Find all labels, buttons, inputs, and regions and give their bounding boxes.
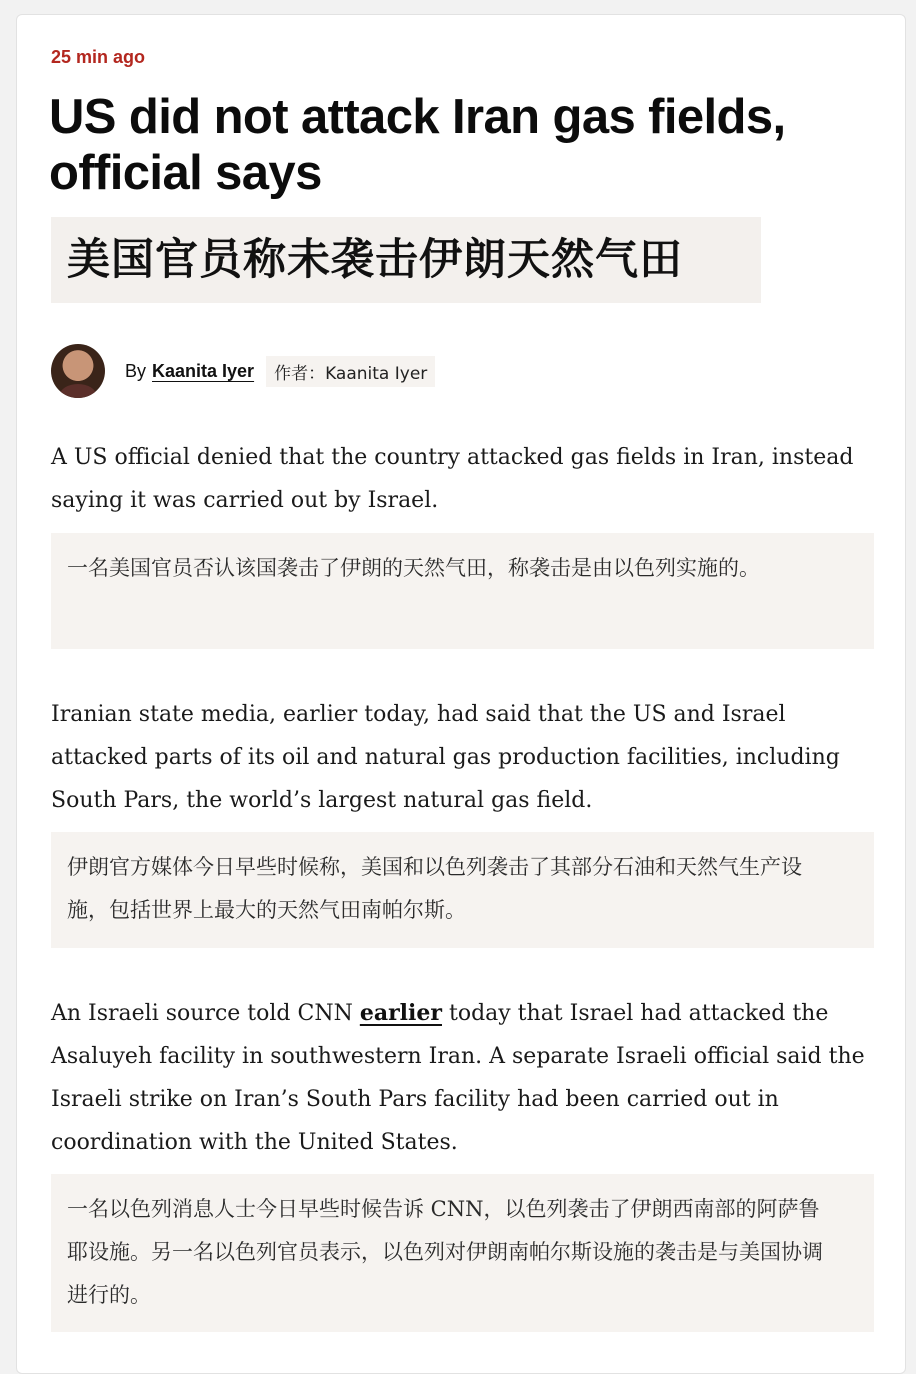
paragraph-3-translation: 一名以色列消息人士今日早些时候告诉 CNN，以色列袭击了伊朗西南部的阿萨鲁耶设施。另一名以色列官员表示，以色列对伊朗南帕尔斯设施的袭击是与美国协调进行的。 [51,1174,874,1332]
headline: US did not attack Iran gas fields, official says [49,90,786,200]
paragraph-3-text-end: today that Israel had attacked the Asaluyeh facility in southwestern Iran. A separate Israeli official said the Israeli strike on Iran’s South Pars facility had been carried out in coordination with the United States. [51,1001,865,1155]
paragraph-3-text-start: An Israeli source told CNN [51,1001,360,1026]
author-link[interactable]: Kaanita Iyer [152,360,255,381]
article-card [16,14,906,1374]
byline [51,343,435,399]
byline-prefix: By [125,360,147,381]
headline-translation: 美国官员称未袭击伊朗天然气田 [51,217,761,303]
paragraph-2: Iranian state media, earlier today, had said that the US and Israel attacked parts of its oil and natural gas production facilities, including South Pars, the world’s largest natural gas field. [51,702,840,813]
avatar-shoulders [60,384,96,398]
byline-translation: 作者：Kaanita Iyer [266,356,435,387]
timestamp: 25 min ago [51,47,146,67]
earlier-link[interactable]: earlier [359,1000,442,1026]
paragraph-1: A US official denied that the country attacked gas fields in Iran, instead saying it was carried out by Israel. [51,445,854,513]
paragraph-1-translation: 一名美国官员否认该国袭击了伊朗的天然气田，称袭击是由以色列实施的。 [51,533,874,649]
paragraph-3 [51,992,881,1164]
paragraph-2-translation: 伊朗官方媒体今日早些时候称，美国和以色列袭击了其部分石油和天然气生产设施，包括世界上最大的天然气田南帕尔斯。 [51,832,874,948]
author-avatar[interactable] [51,344,105,398]
